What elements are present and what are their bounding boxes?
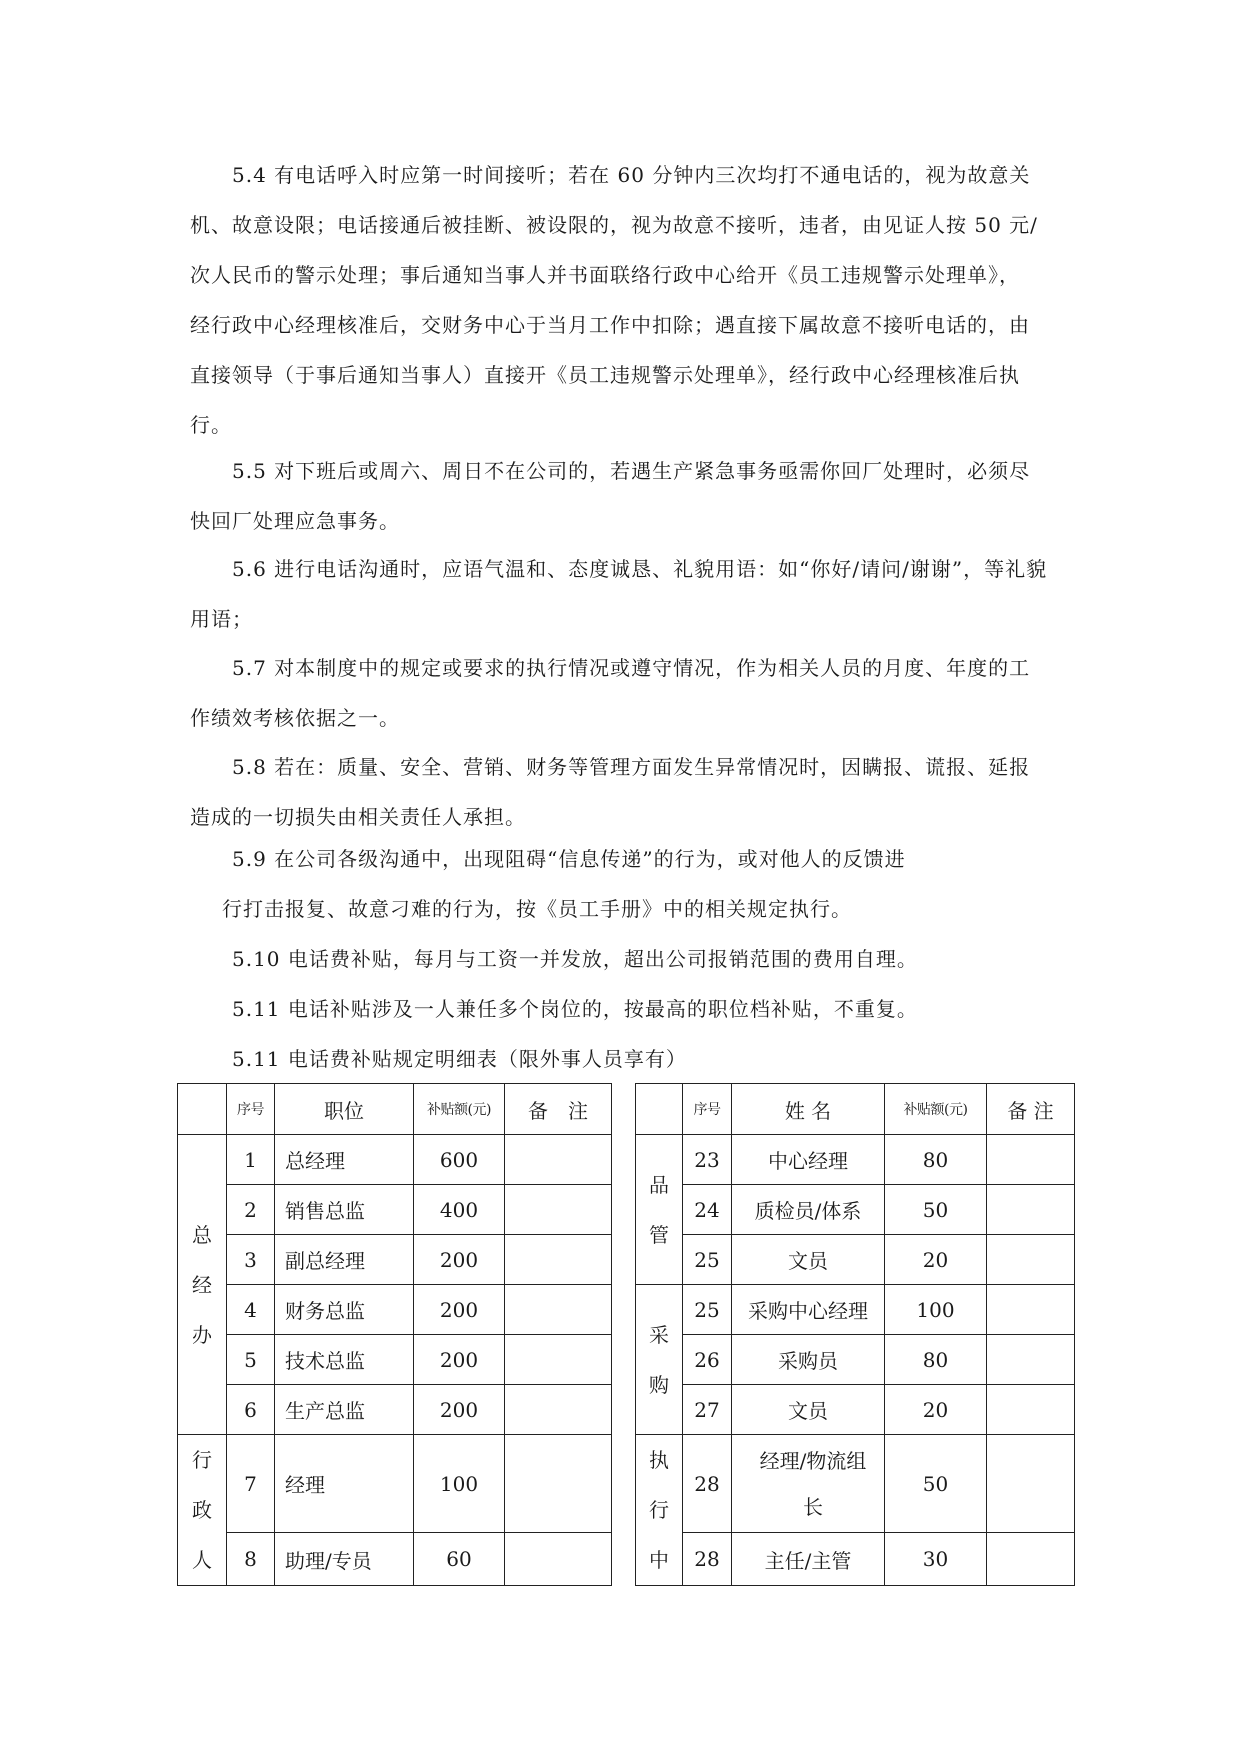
dept-cell-execution-center: 执 行 中 [636,1435,683,1586]
note-cell [505,1285,612,1335]
header-position: 职位 [275,1084,414,1135]
seq-cell: 4 [227,1285,275,1335]
position-line: 经理/物流组 [759,1448,867,1473]
text-line: 5.4 有电话呼入时应第一时间接听；若在 60 分钟内三次均打不通电话的，视为故意关 [232,163,1031,187]
position-cell: 副总经理 [275,1235,414,1285]
paragraph-5-8 [190,742,1062,842]
paragraph-5-9-line-1: 5.9 在公司各级沟通中，出现阻碍“信息传递”的行为，或对他人的反馈进 [232,847,906,871]
table-caption: 5.11 电话费补贴规定明细表（限外事人员享有） [232,1047,687,1071]
text-line: 直接领导（于事后通知当事人）直接开《员工违规警示处理单》，经行政中心经理核准后执 [190,363,1020,387]
amount-cell: 60 [414,1533,505,1586]
seq-cell: 23 [683,1135,732,1185]
amount-cell: 100 [414,1435,505,1533]
note-cell [987,1533,1075,1586]
position-cell: 文员 [732,1385,885,1435]
note-cell [987,1185,1075,1235]
position-cell: 文员 [732,1235,885,1285]
seq-cell: 3 [227,1235,275,1285]
note-cell [505,1435,612,1533]
paragraph-5-4 [190,150,1062,450]
note-cell [987,1285,1075,1335]
amount-cell: 50 [885,1435,987,1533]
seq-cell: 7 [227,1435,275,1533]
seq-cell: 28 [683,1435,732,1533]
position-cell: 生产总监 [275,1385,414,1435]
amount-cell: 20 [885,1385,987,1435]
seq-cell: 24 [683,1185,732,1235]
seq-cell: 28 [683,1533,732,1586]
header-name: 姓 名 [732,1084,885,1135]
seq-cell: 8 [227,1533,275,1586]
amount-cell: 400 [414,1185,505,1235]
text-line: 机、故意设限；电话接通后被挂断、被设限的，视为故意不接听，违者，由见证人按 50 元/ [190,213,1038,237]
position-cell: 采购员 [732,1335,885,1385]
note-cell [505,1533,612,1586]
seq-cell: 25 [683,1235,732,1285]
header-blank [636,1084,683,1135]
position-cell [732,1435,885,1533]
paragraph-5-9-line-2: 行打击报复、故意刁难的行为，按《员工手册》中的相关规定执行。 [222,897,852,921]
amount-cell: 600 [414,1135,505,1185]
text-line: 5.5 对下班后或周六、周日不在公司的，若遇生产紧急事务亟需你回厂处理时，必须尽 [232,459,1031,483]
amount-cell: 30 [885,1533,987,1586]
note-cell [987,1135,1075,1185]
position-cell: 中心经理 [732,1135,885,1185]
seq-cell: 5 [227,1335,275,1385]
amount-cell: 80 [885,1335,987,1385]
amount-cell: 20 [885,1235,987,1285]
amount-cell: 200 [414,1235,505,1285]
paragraph-5-7 [190,643,1062,743]
note-cell [987,1335,1075,1385]
dept-cell-purchasing: 采 购 [636,1285,683,1435]
amount-cell: 80 [885,1135,987,1185]
seq-cell: 1 [227,1135,275,1185]
header-note: 备 注 [505,1084,612,1135]
header-seq: 序号 [683,1084,732,1135]
note-cell [505,1135,612,1185]
note-cell [505,1385,612,1435]
note-cell [505,1235,612,1285]
amount-cell: 50 [885,1185,987,1235]
paragraph-5-6 [190,544,1062,644]
text-line: 次人民币的警示处理；事后通知当事人并书面联络行政中心给开《员工违规警示处理单》， [190,263,1020,287]
seq-cell: 6 [227,1385,275,1435]
position-cell: 技术总监 [275,1335,414,1385]
note-cell [987,1385,1075,1435]
position-cell: 助理/专员 [275,1533,414,1586]
position-cell: 主任/主管 [732,1533,885,1586]
text-line: 造成的一切损失由相关责任人承担。 [190,805,526,829]
header-amount: 补贴额(元) [885,1084,987,1135]
text-line: 行。 [190,413,232,437]
position-cell: 质检员/体系 [732,1185,885,1235]
note-cell [987,1235,1075,1285]
note-cell [505,1335,612,1385]
position-cell: 财务总监 [275,1285,414,1335]
paragraph-5-10: 5.10 电话费补贴，每月与工资一并发放，超出公司报销范围的费用自理。 [232,947,918,971]
seq-cell: 25 [683,1285,732,1335]
position-line: 长 [803,1494,823,1519]
note-cell [987,1435,1075,1533]
header-note: 备 注 [987,1084,1075,1135]
amount-cell: 200 [414,1385,505,1435]
seq-cell: 26 [683,1335,732,1385]
paragraph-5-11: 5.11 电话补贴涉及一人兼任多个岗位的，按最高的职位档补贴，不重复。 [232,997,918,1021]
dept-cell-general-office: 总 经 办 [178,1135,227,1435]
text-line: 用语； [190,607,253,631]
text-line: 快回厂处理应急事务。 [190,509,400,533]
dept-cell-admin-hr: 行 政 人 [178,1435,227,1586]
paragraph-5-5 [190,446,1062,546]
dept-cell-quality: 品 管 [636,1135,683,1285]
note-cell [505,1185,612,1235]
subsidy-table [177,1083,1075,1586]
header-seq: 序号 [227,1084,275,1135]
text-line: 5.7 对本制度中的规定或要求的执行情况或遵守情况，作为相关人员的月度、年度的工 [232,656,1031,680]
header-blank [178,1084,227,1135]
column-gap [612,1084,636,1586]
text-line: 5.8 若在：质量、安全、营销、财务等管理方面发生异常情况时，因瞒报、谎报、延报 [232,755,1031,779]
seq-cell: 2 [227,1185,275,1235]
amount-cell: 200 [414,1285,505,1335]
text-line: 经行政中心经理核准后，交财务中心于当月工作中扣除；遇直接下属故意不接听电话的，由 [190,313,1030,337]
amount-cell: 200 [414,1335,505,1385]
position-cell: 总经理 [275,1135,414,1185]
position-cell: 经理 [275,1435,414,1533]
seq-cell: 27 [683,1385,732,1435]
table-header-row [178,1084,1075,1135]
text-line: 作绩效考核依据之一。 [190,706,400,730]
header-amount: 补贴额(元) [414,1084,505,1135]
position-cell: 销售总监 [275,1185,414,1235]
text-line: 5.6 进行电话沟通时，应语气温和、态度诚恳、礼貌用语：如“你好/请问/谢谢”，等礼貌 [232,557,1048,581]
amount-cell: 100 [885,1285,987,1335]
position-cell: 采购中心经理 [732,1285,885,1335]
